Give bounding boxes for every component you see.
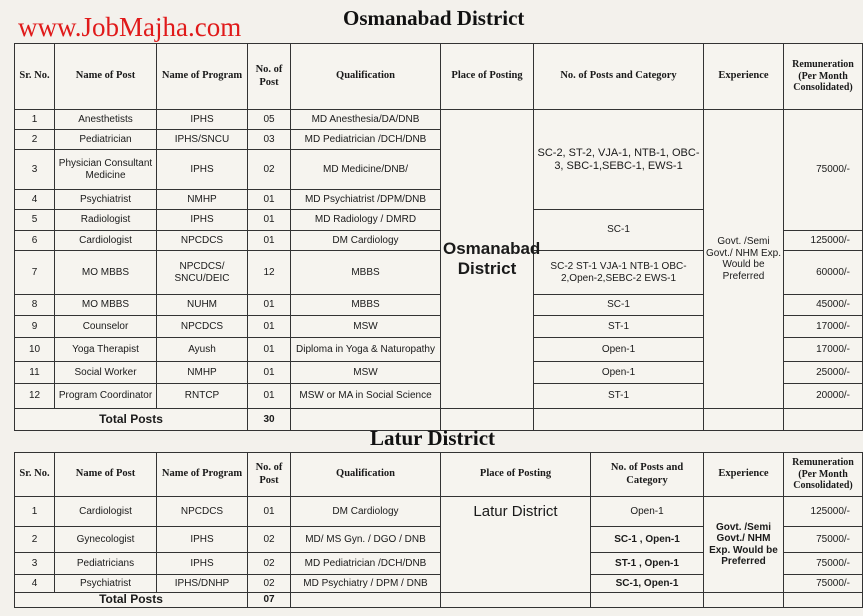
total-value: 07 bbox=[248, 593, 291, 608]
cell-sr: 10 bbox=[15, 338, 55, 362]
header-num: No. of Post bbox=[248, 44, 291, 110]
cell-program: NMHP bbox=[157, 362, 248, 384]
cell-num: 01 bbox=[248, 190, 291, 210]
cell-qual: MD Pediatrician /DCH/DNB bbox=[291, 130, 441, 150]
cell-sr: 3 bbox=[15, 150, 55, 190]
cell-num: 02 bbox=[248, 575, 291, 593]
cell-qual: MSW bbox=[291, 316, 441, 338]
cell-qual: MD Medicine/DNB/ bbox=[291, 150, 441, 190]
cell-program: RNTCP bbox=[157, 384, 248, 409]
cell-sr: 5 bbox=[15, 210, 55, 231]
category-cell: Open-1 bbox=[534, 338, 704, 362]
header-rem: Remuneration (Per Month Consolidated) bbox=[784, 453, 863, 497]
header-rem: Remuneration (Per Month Consolidated) bbox=[784, 44, 863, 110]
empty-cell bbox=[591, 593, 704, 608]
cell-qual: MD Anesthesia/DA/DNB bbox=[291, 110, 441, 130]
category-group: SC-2, ST-2, VJA-1, NTB-1, OBC-3, SBC-1,SEBC-1, EWS-1 bbox=[534, 110, 704, 210]
cell-program: NUHM bbox=[157, 295, 248, 316]
cell-sr: 4 bbox=[15, 575, 55, 593]
cell-post: Cardiologist bbox=[55, 497, 157, 527]
cell-num: 01 bbox=[248, 231, 291, 251]
cell-qual: MD Psychiatrist /DPM/DNB bbox=[291, 190, 441, 210]
cell-post: Program Coordinator bbox=[55, 384, 157, 409]
remuneration-cell: 17000/- bbox=[784, 338, 863, 362]
latur-title: Latur District bbox=[370, 426, 496, 450]
table-header-row bbox=[15, 453, 863, 497]
remuneration-cell: 75000/- bbox=[784, 553, 863, 575]
category-cell: Open-1 bbox=[534, 362, 704, 384]
empty-cell bbox=[704, 593, 784, 608]
cell-num: 03 bbox=[248, 130, 291, 150]
remuneration-cell: 75000/- bbox=[784, 527, 863, 553]
remuneration-cell: 17000/- bbox=[784, 316, 863, 338]
remuneration-cell: 125000/- bbox=[784, 231, 863, 251]
cell-qual: MBBS bbox=[291, 251, 441, 295]
table-header-row bbox=[15, 44, 863, 110]
cell-program: IPHS/DNHP bbox=[157, 575, 248, 593]
empty-cell bbox=[534, 409, 704, 431]
cell-num: 01 bbox=[248, 497, 291, 527]
empty-cell bbox=[704, 409, 784, 431]
cell-sr: 8 bbox=[15, 295, 55, 316]
osmanabad-title: Osmanabad District bbox=[343, 6, 525, 30]
cell-num: 02 bbox=[248, 527, 291, 553]
remuneration-cell: 20000/- bbox=[784, 384, 863, 409]
cell-num: 01 bbox=[248, 384, 291, 409]
cell-qual: MD Radiology / DMRD bbox=[291, 210, 441, 231]
category-cell: ST-1 bbox=[534, 384, 704, 409]
cell-sr: 7 bbox=[15, 251, 55, 295]
header-sr: Sr. No. bbox=[15, 44, 55, 110]
total-value: 30 bbox=[248, 409, 291, 431]
total-label: Total Posts bbox=[15, 593, 248, 608]
cell-qual: MD Pediatrician /DCH/DNB bbox=[291, 553, 441, 575]
cell-qual: MSW or MA in Social Science bbox=[291, 384, 441, 409]
remuneration-cell: 125000/- bbox=[784, 497, 863, 527]
total-label: Total Posts bbox=[15, 409, 248, 431]
cell-num: 01 bbox=[248, 316, 291, 338]
total-row bbox=[15, 593, 863, 608]
header-place: Place of Posting bbox=[441, 44, 534, 110]
category-cell: SC-1, Open-1 bbox=[591, 575, 704, 593]
cell-post: Psychiatrist bbox=[55, 575, 157, 593]
header-post: Name of Post bbox=[55, 44, 157, 110]
cell-program: IPHS bbox=[157, 110, 248, 130]
cell-program: IPHS bbox=[157, 527, 248, 553]
empty-cell bbox=[784, 593, 863, 608]
cell-post: MO MBBS bbox=[55, 295, 157, 316]
category-cell: ST-1 bbox=[534, 316, 704, 338]
table-row bbox=[15, 110, 863, 130]
cell-post: Cardiologist bbox=[55, 231, 157, 251]
cell-sr: 11 bbox=[15, 362, 55, 384]
cell-num: 01 bbox=[248, 210, 291, 231]
experience: Govt. /Semi Govt./ NHM Exp. Would be Preferred bbox=[704, 497, 784, 593]
category-cell: SC-1 , Open-1 bbox=[591, 527, 704, 553]
cell-post: MO MBBS bbox=[55, 251, 157, 295]
cell-sr: 1 bbox=[15, 110, 55, 130]
remuneration-cell: 25000/- bbox=[784, 362, 863, 384]
category-cell: SC-1 bbox=[534, 210, 704, 251]
category-cell: Open-1 bbox=[591, 497, 704, 527]
cell-qual: DM Cardiology bbox=[291, 497, 441, 527]
cell-post: Counselor bbox=[55, 316, 157, 338]
header-program: Name of Program bbox=[157, 453, 248, 497]
cell-qual: MD Psychiatry / DPM / DNB bbox=[291, 575, 441, 593]
cell-qual: MSW bbox=[291, 362, 441, 384]
cell-program: IPHS bbox=[157, 210, 248, 231]
cell-sr: 2 bbox=[15, 130, 55, 150]
cell-num: 01 bbox=[248, 362, 291, 384]
header-num: No. of Post bbox=[248, 453, 291, 497]
empty-cell bbox=[291, 593, 441, 608]
cell-post: Pediatricians bbox=[55, 553, 157, 575]
cell-post: Psychiatrist bbox=[55, 190, 157, 210]
cell-num: 01 bbox=[248, 338, 291, 362]
header-cat: No. of Posts and Category bbox=[591, 453, 704, 497]
cell-program: NPCDCS bbox=[157, 497, 248, 527]
watermark-logo: www.JobMajha.com bbox=[18, 12, 242, 42]
header-qual: Qualification bbox=[291, 453, 441, 497]
remuneration-cell: 60000/- bbox=[784, 251, 863, 295]
remuneration-cell: 45000/- bbox=[784, 295, 863, 316]
table-row bbox=[15, 497, 863, 527]
header-program: Name of Program bbox=[157, 44, 248, 110]
cell-qual: MD/ MS Gyn. / DGO / DNB bbox=[291, 527, 441, 553]
cell-sr: 9 bbox=[15, 316, 55, 338]
cell-sr: 2 bbox=[15, 527, 55, 553]
cell-program: IPHS bbox=[157, 553, 248, 575]
header-post: Name of Post bbox=[55, 453, 157, 497]
cell-sr: 3 bbox=[15, 553, 55, 575]
cell-post: Yoga Therapist bbox=[55, 338, 157, 362]
cell-sr: 4 bbox=[15, 190, 55, 210]
cell-sr: 12 bbox=[15, 384, 55, 409]
cell-program: Ayush bbox=[157, 338, 248, 362]
cell-program: NPCDCS/ SNCU/DEIC bbox=[157, 251, 248, 295]
header-qual: Qualification bbox=[291, 44, 441, 110]
cell-program: NPCDCS bbox=[157, 231, 248, 251]
place-of-posting: Osmanabad District bbox=[441, 110, 534, 409]
remuneration-group: 75000/- bbox=[784, 110, 863, 231]
header-sr: Sr. No. bbox=[15, 453, 55, 497]
header-exp: Experience bbox=[704, 44, 784, 110]
cell-num: 12 bbox=[248, 251, 291, 295]
remuneration-cell: 75000/- bbox=[784, 575, 863, 593]
cell-post: Anesthetists bbox=[55, 110, 157, 130]
header-cat: No. of Posts and Category bbox=[534, 44, 704, 110]
cell-num: 05 bbox=[248, 110, 291, 130]
category-cell: SC-1 bbox=[534, 295, 704, 316]
cell-post: Physician Consultant Medicine bbox=[55, 150, 157, 190]
header-place: Place of Posting bbox=[441, 453, 591, 497]
empty-cell bbox=[784, 409, 863, 431]
cell-num: 02 bbox=[248, 553, 291, 575]
cell-post: Social Worker bbox=[55, 362, 157, 384]
cell-qual: MBBS bbox=[291, 295, 441, 316]
empty-cell bbox=[441, 593, 591, 608]
cell-post: Gynecologist bbox=[55, 527, 157, 553]
cell-sr: 6 bbox=[15, 231, 55, 251]
cell-program: NPCDCS bbox=[157, 316, 248, 338]
header-exp: Experience bbox=[704, 453, 784, 497]
cell-post: Pediatrician bbox=[55, 130, 157, 150]
latur-table bbox=[14, 452, 863, 608]
cell-program: NMHP bbox=[157, 190, 248, 210]
cell-num: 02 bbox=[248, 150, 291, 190]
experience: Govt. /Semi Govt./ NHM Exp. Would be Preferred bbox=[704, 110, 784, 409]
osmanabad-table bbox=[14, 43, 863, 431]
cell-post: Radiologist bbox=[55, 210, 157, 231]
cell-qual: DM Cardiology bbox=[291, 231, 441, 251]
cell-qual: Diploma in Yoga & Naturopathy bbox=[291, 338, 441, 362]
place-of-posting: Latur District bbox=[441, 497, 591, 593]
cell-num: 01 bbox=[248, 295, 291, 316]
category-cell: ST-1 , Open-1 bbox=[591, 553, 704, 575]
cell-sr: 1 bbox=[15, 497, 55, 527]
cell-program: IPHS bbox=[157, 150, 248, 190]
cell-program: IPHS/SNCU bbox=[157, 130, 248, 150]
category-cell: SC-2 ST-1 VJA-1 NTB-1 OBC-2,Open-2,SEBC-2 EWS-1 bbox=[534, 251, 704, 295]
